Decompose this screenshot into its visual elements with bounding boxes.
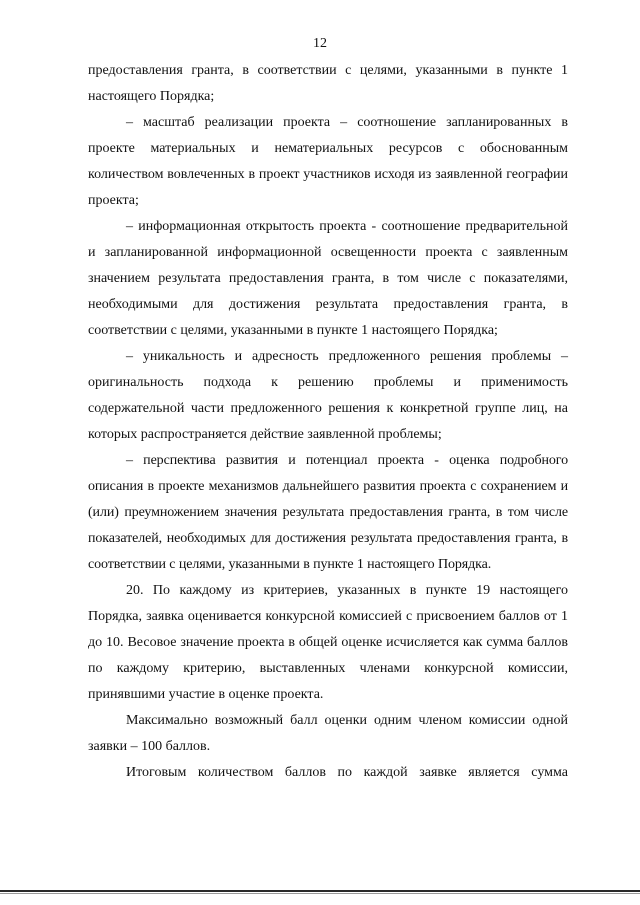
- paragraph-max-score: Максимально возможный балл оценки одним членом комиссии одной заявки – 100 баллов.: [88, 713, 568, 754]
- paragraph-criterion-continuation: предоставления гранта, в соответствии с целями, указанными в пункте 1 настоящего Порядка;: [88, 63, 568, 104]
- paragraph-criterion-uniqueness: – уникальность и адресность предложенного решения проблемы – оригинальность подхода к решению проблемы и применимость содержательной части предложенного решения к конкретной группе лиц, на которых распространяется действие заявленной проблемы;: [88, 349, 568, 442]
- paragraph-criterion-perspective: – перспектива развития и потенциал проекта - оценка подробного описания в проекте механизмов дальнейшего развития проекта с сохранением и (или) преумножением значения результата предоставления гранта, в том числе показателей, необходимых для достижения результата предоставления гранта, в соответствии с целями, указанными в пункте 1 настоящего Порядка.: [88, 453, 568, 572]
- page-number: 12: [313, 36, 327, 51]
- paragraph-criterion-scale: – масштаб реализации проекта – соотношение запланированных в проекте материальных и нематериальных ресурсов с обоснованным количеством вовлеченных в проект участников исходя из заявленной географии проекта;: [88, 115, 568, 208]
- paragraph-criterion-openness: – информационная открытость проекта - соотношение предварительной и запланированной информационной освещенности проекта с заявленным значением результата предоставления гранта, в том числе с показателями, необходимыми для достижения результата предоставления гранта, в соответствии с целями, указанными в пункте 1 настоящего Порядка;: [88, 219, 568, 338]
- scan-bottom-edge-shadow: [0, 893, 640, 894]
- paragraph-item-20: 20. По каждому из критериев, указанных в пункте 19 настоящего Порядка, заявка оценивается конкурсной комиссией с присвоением баллов от 1 до 10. Весовое значение проекта в общей оценке исчисляется как сумма баллов по каждому критерию, выставленных членами конкурсной комиссии, принявшими участие в оценке проекта.: [88, 583, 568, 702]
- scan-bottom-edge: [0, 890, 640, 892]
- document-body: [88, 58, 568, 786]
- paragraph-total-score: Итоговым количеством баллов по каждой заявке является сумма: [126, 765, 568, 780]
